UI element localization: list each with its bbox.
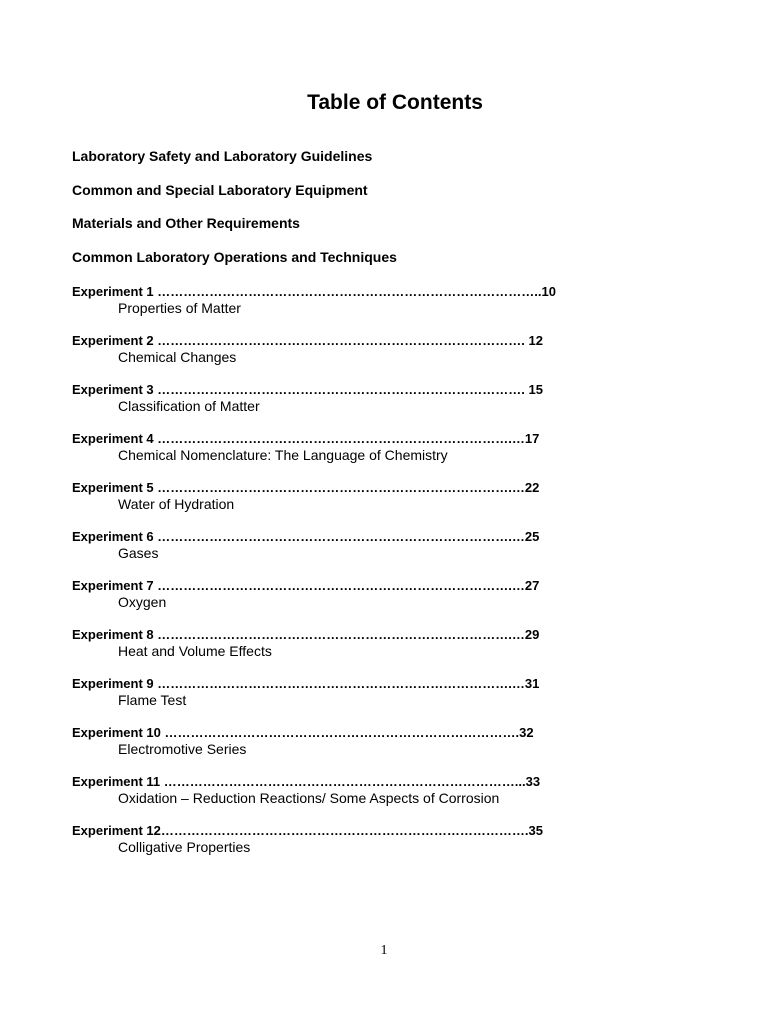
dot-leader-page: ……………………………………………………………………….…27 — [153, 578, 540, 593]
toc-entry-experiment-4 — [72, 431, 692, 464]
dot-leader-page: ……………………………………………………………………….…22 — [153, 480, 540, 495]
experiment-title: Electromotive Series — [118, 741, 247, 757]
experiment-title: Chemical Nomenclature: The Language of Chemistry — [118, 447, 448, 463]
experiment-title: Chemical Changes — [118, 349, 237, 365]
experiment-label: Experiment 5 — [72, 480, 154, 495]
experiment-label: Experiment 2 — [72, 333, 154, 348]
dot-leader-page: ……………………………………………………………………….…31 — [153, 676, 540, 691]
experiment-label: Experiment 10 — [72, 725, 161, 740]
toc-entry-experiment-9 — [72, 676, 692, 709]
experiment-label: Experiment 11 — [72, 774, 161, 789]
experiment-title: Flame Test — [118, 692, 187, 708]
experiment-label: Experiment 8 — [72, 627, 154, 642]
experiment-label: Experiment 4 — [72, 431, 154, 446]
page-number: 1 — [380, 943, 388, 958]
dot-leader-page: ……………………………………………………………………….…25 — [153, 529, 540, 544]
toc-entry-experiment-10 — [72, 725, 692, 758]
dot-leader-page: ………………………………………………………………………...33 — [160, 774, 541, 789]
toc-entry-experiment-12 — [72, 823, 692, 856]
toc-entry-experiment-2 — [72, 333, 692, 366]
experiment-title: Oxidation – Reduction Reactions/ Some Aspects of Corrosion — [118, 790, 500, 806]
experiment-label: Experiment 1 — [72, 284, 154, 299]
dot-leader-page: ……………………………………………………………………….32 — [160, 725, 534, 740]
toc-entry-experiment-8 — [72, 627, 692, 660]
experiment-title: Properties of Matter — [118, 300, 241, 316]
section-heading-equipment: Common and Special Laboratory Equipment — [72, 182, 368, 198]
toc-entry-experiment-1 — [72, 284, 692, 317]
experiment-title: Gases — [118, 545, 159, 561]
toc-entry-experiment-6 — [72, 529, 692, 562]
dot-leader-page: ……………………………………………………………………….…29 — [153, 627, 540, 642]
dot-leader-page: ………………………………………………………………………….35 — [160, 823, 543, 838]
experiment-label: Experiment 6 — [72, 529, 154, 544]
experiment-title: Colligative Properties — [118, 839, 251, 855]
page-title: Table of Contents — [307, 91, 483, 114]
section-heading-operations: Common Laboratory Operations and Techniques — [72, 249, 397, 265]
experiment-title: Oxygen — [118, 594, 167, 610]
dot-leader-page: …………………………………………………………………………. 12 — [153, 333, 543, 348]
experiment-label: Experiment 9 — [72, 676, 154, 691]
toc-entry-experiment-5 — [72, 480, 692, 513]
experiment-label: Experiment 7 — [72, 578, 154, 593]
experiment-title: Classification of Matter — [118, 398, 260, 414]
experiment-label: Experiment 3 — [72, 382, 154, 397]
toc-entry-experiment-11 — [72, 774, 692, 807]
toc-entry-experiment-7 — [72, 578, 692, 611]
toc-entry-experiment-3 — [72, 382, 692, 415]
experiment-label: Experiment 12 — [72, 823, 161, 838]
dot-leader-page: …………………………………………………………………………. 15 — [153, 382, 543, 397]
dot-leader-page: ……………………………………………………………………….…17 — [153, 431, 540, 446]
dot-leader-page: ……………………………………………………………………………..10 — [153, 284, 556, 299]
section-heading-materials: Materials and Other Requirements — [72, 215, 300, 231]
experiment-title: Heat and Volume Effects — [118, 643, 272, 659]
experiment-title: Water of Hydration — [118, 496, 235, 512]
section-heading-safety: Laboratory Safety and Laboratory Guidelines — [72, 148, 373, 164]
